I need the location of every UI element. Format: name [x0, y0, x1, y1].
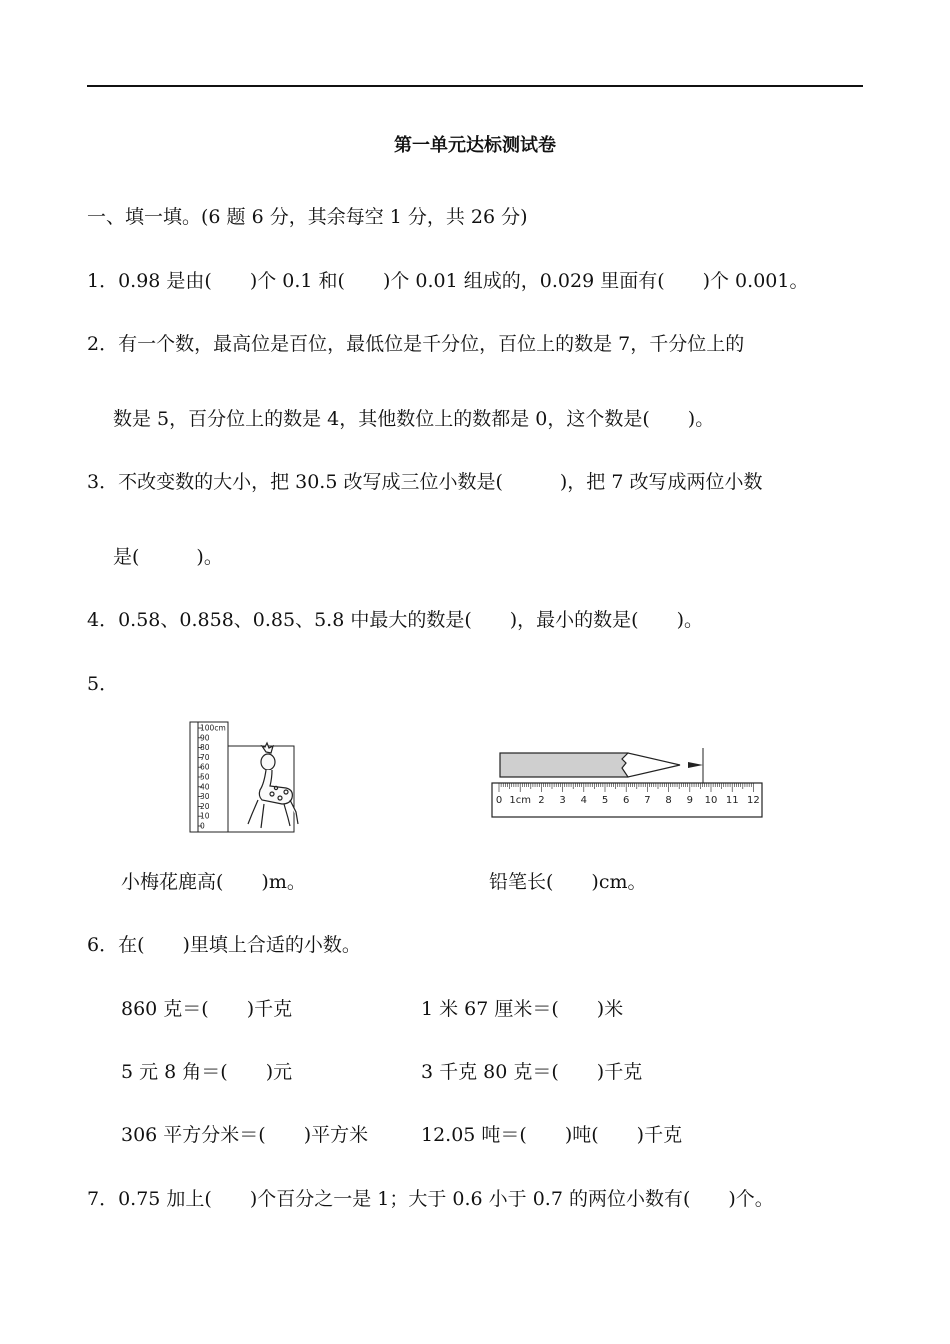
question-6-item-1: 860 克＝( )千克 [121, 998, 293, 1020]
question-5-deer: 小梅花鹿高( )m。 [121, 871, 306, 893]
scale-label: 20 [200, 801, 210, 811]
scale-label: 40 [200, 782, 210, 792]
question-3-line-1: 3．不改变数的大小，把 30.5 改写成三位小数是( )，把 7 改写成两位小数 [87, 471, 763, 493]
question-6: 6．在( )里填上合适的小数。 [87, 934, 361, 956]
deer-height-figure [186, 718, 306, 836]
scale-label: 50 [200, 772, 210, 782]
ruler-label: 10 [704, 795, 718, 806]
scale-label: 70 [200, 752, 210, 762]
section-heading: 一、填一填。(6 题 6 分，其余每空 1 分，共 26 分) [87, 206, 528, 228]
ruler-label: 5 [601, 795, 609, 806]
question-5: 5． [87, 673, 119, 695]
ruler-label: 1cm [509, 795, 532, 806]
scale-label: 0 [200, 821, 205, 831]
question-6-item-3: 5 元 8 角＝( )元 [121, 1061, 293, 1083]
ruler-label: 8 [665, 795, 672, 806]
ruler-label: 0 [495, 795, 503, 806]
ruler-label: 6 [623, 795, 630, 806]
ruler-label: 2 [538, 795, 545, 806]
header-rule [87, 85, 863, 87]
question-6-item-6: 12.05 吨＝( )吨( )千克 [421, 1124, 683, 1146]
ruler-label: 4 [580, 795, 587, 806]
pencil-icon [500, 753, 703, 777]
question-2-line-2: 数是 5，百分位上的数是 4，其他数位上的数都是 0，这个数是( )。 [113, 408, 715, 430]
question-6-item-4: 3 千克 80 克＝( )千克 [421, 1061, 643, 1083]
question-4: 4．0.58、0.858、0.85、5.8 中最大的数是( )，最小的数是( )。 [87, 609, 703, 631]
ruler-label: 9 [686, 795, 693, 806]
question-3-line-2: 是( )。 [113, 546, 223, 568]
scale-label: 10 [200, 811, 210, 821]
scale-label: 60 [200, 762, 210, 772]
ruler-label: 3 [559, 795, 566, 806]
ruler-label: 11 [725, 795, 739, 806]
scale-label: 30 [200, 792, 210, 802]
scale-label: 100cm [200, 723, 226, 733]
question-7: 7．0.75 加上( )个百分之一是 1；大于 0.6 小于 0.7 的两位小数有( )个。 [87, 1188, 774, 1210]
question-6-item-5: 306 平方分米＝( )平方米 [121, 1124, 369, 1146]
question-1: 1．0.98 是由( )个 0.1 和( )个 0.01 组成的，0.029 里面有( )个 0.001。 [87, 270, 809, 292]
question-5-pencil: 铅笔长( )cm。 [489, 871, 647, 893]
scale-label: 80 [200, 743, 210, 753]
scale-label: 90 [200, 733, 210, 743]
question-6-item-2: 1 米 67 厘米＝( )米 [421, 998, 624, 1020]
page-title: 第一单元达标测试卷 [394, 135, 556, 156]
question-2-line-1: 2．有一个数，最高位是百位，最低位是千分位，百位上的数是 7，千分位上的 [87, 333, 745, 355]
ruler-label: 12 [747, 795, 760, 806]
pencil-ruler-figure [490, 748, 765, 820]
ruler-label: 7 [644, 795, 651, 806]
